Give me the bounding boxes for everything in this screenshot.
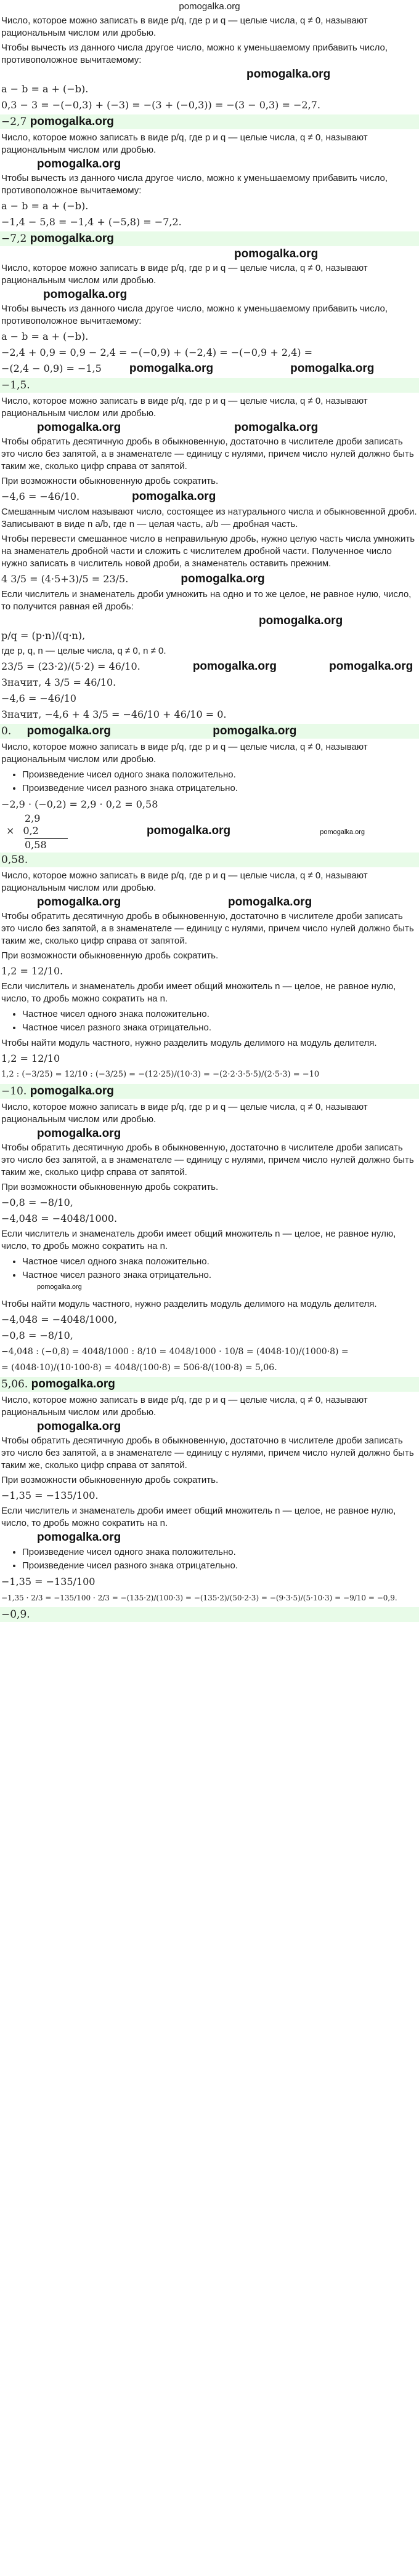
product-sign-rules (0, 1546, 419, 1573)
watermark: pomogalka.org (31, 1378, 115, 1390)
solution-content (0, 14, 419, 1623)
fraction-property: Если числитель и знаменатель дроби умножить на одно и то же целое, не равное нулю, число, то получится равная ей дробь: (1, 589, 412, 612)
division-rule: Чтобы найти модуль частного, нужно разделить модуль делимого на модуль делителя. (1, 1299, 377, 1309)
column-value: 2,9 (25, 813, 41, 824)
watermark: pomogalka.org (234, 247, 319, 260)
watermark: pomogalka.org (259, 614, 343, 627)
mixed-to-improper-rule: Чтобы перевести смешанное число в неправильную дробь, нужно целую часть числа умножить на знаменатель дробной части и сложить с числителем дробной части. Полученное число нужно записать в числитель новой дроби, а знаменатель оставить прежним. (1, 534, 415, 569)
answer-1 (0, 114, 419, 129)
watermark: pomogalka.org (320, 829, 365, 836)
watermark: pomogalka.org (37, 1283, 82, 1291)
column-row-3 (25, 839, 419, 851)
rational-definition: Число, которое можно записать в виде p/q, где p и q — целые числа, q ≠ 0, называют рациональным числом или дробью. (1, 870, 368, 893)
watermark: pomogalka.org (37, 1127, 121, 1140)
simplify-note: При возможности обыкновенную дробь сократить. (1, 1182, 219, 1192)
equation-15: −0,8 = −8/10, (1, 1197, 73, 1208)
equation-text: 4 3/5 = (4·5+3)/5 = 23/5. (1, 573, 129, 585)
subtract-formula: a − b = a + (−b). (1, 200, 89, 212)
column-row-1 (25, 813, 419, 825)
rational-definition: Число, которое можно записать в виде p/q, где p и q — целые числа, q ≠ 0, называют рациональным числом или дробью. (1, 15, 368, 38)
watermark: pomogalka.org (192, 660, 277, 673)
equation-text: −4,6 = −46/10. (1, 491, 80, 502)
answer-value: 0. (1, 725, 12, 737)
equation-19: −4,048 : (−0,8) = 4048/1000 : 8/10 = 4048/1000 · 10/8 = (4048·10)/(1000·8) = (1, 1347, 349, 1357)
quotient-sign-rules (0, 1255, 419, 1282)
division-rule: Чтобы найти модуль частного, нужно разделить модуль делимого на модуль делителя. (1, 1038, 377, 1048)
equation-12: 1,2 = 12/10. (1, 965, 63, 977)
decimal-to-fraction-rule: Чтобы обратить десятичную дробь в обыкновенную, достаточно в числителе дроби записать это число без запятой, а в знаменателе — единицу с нулями, причем число нулей должно быть таким же, сколько цифр справа от запятой. (1, 1142, 414, 1178)
equation-13: 1,2 = 12/10 (1, 1053, 60, 1064)
subtract-rule: Чтобы вычесть из данного числа другое число, можно к уменьшаемому прибавить число, противоположное вычитаемому: (1, 42, 388, 65)
watermark: pomogalka.org (37, 896, 121, 909)
answer-value: −2,7 (1, 116, 27, 128)
mixed-number-definition: Смешанным числом называют число, состоящее из натурального числа и обыкновенной дроби. Записывают в виде n a/b, где n — целая часть, a/b — дробная часть. (1, 507, 417, 529)
site-brand[interactable]: pomogalka.org (179, 1, 240, 12)
simplify-note: При возможности обыкновенную дробь сократить. (1, 950, 219, 961)
equation-18: −0,8 = −8/10, (1, 1330, 73, 1341)
watermark: pomogalka.org (30, 232, 114, 245)
equation-7 (0, 659, 419, 675)
equation-23: −1,35 · 2/3 = −135/100 · 2/3 = −(135·2)/(100·3) = −(135·2)/(50·2·3) = −(9·3·5)/(5·10·3) = −9/10 = −0,9. (1, 1594, 397, 1602)
watermark: pomogalka.org (37, 158, 121, 171)
watermark: pomogalka.org (37, 1420, 121, 1433)
watermark: pomogalka.org (234, 421, 319, 434)
answer-value: 5,06. (1, 1378, 28, 1390)
quotient-sign-rules (0, 1008, 419, 1035)
answer-6 (0, 1084, 419, 1099)
equation-17: −4,048 = −4048/1000, (1, 1314, 118, 1325)
answer-2 (0, 231, 419, 246)
product-diff-sign: • Произведение чисел разного знака отрицательно. (22, 1559, 419, 1573)
watermark: pomogalka.org (329, 660, 413, 673)
equation-3a: −2,4 + 0,9 = 0,9 − 2,4 = −(−0,9) + (−2,4) = −(−0,9 + 2,4) = (1, 347, 312, 358)
watermark: pomogalka.org (129, 362, 214, 375)
subtract-rule: Чтобы вычесть из данного числа другое число, можно к уменьшаемому прибавить число, противоположное вычитаемому: (1, 173, 388, 196)
column-value: 0,58 (25, 839, 47, 851)
equation-21: −1,35 = −135/100. (1, 1490, 99, 1501)
answer-5: 0,58. (0, 853, 419, 867)
product-sign-rules (0, 768, 419, 795)
times-sign: × (6, 825, 15, 837)
equation-text: −(2,4 − 0,9) = −1,5 (1, 363, 102, 374)
rational-definition: Число, которое можно записать в виде p/q, где p и q — целые числа, q ≠ 0, называют рациональным числом или дробью. (1, 132, 368, 155)
answer-3: −1,5. (0, 378, 419, 393)
equation-3b (0, 361, 419, 377)
so-label: Значит, (1, 676, 42, 688)
quotient-same-sign: • Частное чисел одного знака положительно. (22, 1255, 419, 1269)
watermark: pomogalka.org (30, 1085, 114, 1097)
watermark: pomogalka.org (246, 68, 331, 81)
watermark: pomogalka.org (290, 362, 375, 375)
equation-text: 4 3/5 = 46/10. (44, 676, 116, 688)
where-pqn: где p, q, n — целые числа, q ≠ 0, n ≠ 0. (1, 646, 166, 656)
watermark: pomogalka.org (228, 896, 312, 909)
quotient-diff-sign: • Частное чисел разного знака отрицательно. (22, 1021, 419, 1035)
quotient-same-sign: • Частное чисел одного знака положительно. (22, 1008, 419, 1021)
simplify-note: При возможности обыкновенную дробь сократить. (1, 1475, 219, 1485)
column-row-2 (6, 824, 419, 838)
equation-14: 1,2 : (−3/25) = 12/10 : (−3/25) = −(12·25)/(10·3) = −(2·2·3·5·5)/(2·5·3) = −10 (1, 1070, 320, 1079)
watermark: pomogalka.org (213, 724, 297, 737)
equation-9: −4,6 = −46/10 (1, 692, 76, 704)
watermark: pomogalka.org (43, 288, 128, 301)
watermark: pomogalka.org (181, 572, 265, 585)
quotient-diff-sign: • Частное чисел разного знака отрицательно. (22, 1269, 419, 1282)
common-factor-rule: Если числитель и знаменатель дроби имеет общий множитель n — целое, не равное нулю, число, то дробь можно сократить на n. (1, 1506, 396, 1528)
equation-20: = (4048·10)/(10·100·8) = 4048/(100·8) = 506·8/(100·8) = 5,06. (1, 1363, 277, 1373)
equation-8 (0, 675, 419, 691)
rational-definition: Число, которое можно записать в виде p/q, где p и q — целые числа, q ≠ 0, называют рациональным числом или дробью. (1, 396, 368, 419)
watermark: pomogalka.org (37, 421, 121, 434)
simplify-note: При возможности обыкновенную дробь сократить. (1, 476, 219, 486)
watermark: pomogalka.org (30, 115, 114, 128)
equation-4 (0, 489, 419, 505)
column-value: 0,2 (23, 825, 39, 837)
watermark: pomogalka.org (132, 490, 216, 503)
equation-6: p/q = (p·n)/(q·n), (1, 630, 86, 641)
equation-22: −1,35 = −135/100 (1, 1576, 96, 1587)
equation-2: −1,4 − 5,8 = −1,4 + (−5,8) = −7,2. (1, 216, 182, 228)
watermark: pomogalka.org (146, 824, 231, 837)
equation-1: 0,3 − 3 = −(−0,3) + (−3) = −(3 + (−0,3)) = −(3 − 0,3) = −2,7. (1, 99, 320, 111)
answer-8: −0,9. (0, 1607, 419, 1622)
equation-11: −2,9 · (−0,2) = 2,9 · 0,2 = 0,58 (1, 798, 158, 810)
decimal-to-fraction-rule: Чтобы обратить десятичную дробь в обыкновенную, достаточно в числителе дроби записать это число без запятой, а в знаменателе — единицу с нулями, причем число нулей должно быть таким же, сколько цифр справа от запятой. (1, 436, 414, 471)
equation-16: −4,048 = −4048/1000. (1, 1213, 118, 1224)
watermark: pomogalka.org (37, 1531, 121, 1544)
product-diff-sign: • Произведение чисел разного знака отрицательно. (22, 782, 419, 795)
rational-definition: Число, которое можно записать в виде p/q, где p и q — целые числа, q ≠ 0, называют рациональным числом или дробью. (1, 1395, 368, 1418)
equation-5 (0, 571, 419, 587)
rational-definition: Число, которое можно записать в виде p/q, где p и q — целые числа, q ≠ 0, называют рациональным числом или дробью. (1, 263, 368, 286)
product-same-sign: • Произведение чисел одного знака положительно. (22, 768, 419, 782)
subtract-rule: Чтобы вычесть из данного числа другое число, можно к уменьшаемому прибавить число, противоположное вычитаемому: (1, 303, 388, 326)
answer-7 (0, 1377, 419, 1392)
rational-definition: Число, которое можно записать в виде p/q, где p и q — целые числа, q ≠ 0, называют рациональным числом или дробью. (1, 742, 368, 764)
equation-text: 23/5 = (23·2)/(5·2) = 46/10. (1, 660, 140, 672)
common-factor-rule: Если числитель и знаменатель дроби имеет общий множитель n — целое, не равное нулю, число, то дробь можно сократить на n. (1, 981, 396, 1004)
watermark: pomogalka.org (26, 724, 111, 737)
equation-10: Значит, −4,6 + 4 3/5 = −46/10 + 46/10 = 0. (1, 708, 227, 720)
rational-definition: Число, которое можно записать в виде p/q, где p и q — целые числа, q ≠ 0, называют рациональным числом или дробью. (1, 1102, 368, 1125)
answer-value: −7,2 (1, 233, 27, 245)
subtract-formula: a − b = a + (−b). (1, 331, 89, 342)
decimal-to-fraction-rule: Чтобы обратить десятичную дробь в обыкновенную, достаточно в числителе дроби записать это число без запятой, а в знаменателе — единицу с нулями, причем число нулей должно быть таким же, сколько цифр справа от запятой. (1, 1435, 414, 1471)
subtract-formula: a − b = a + (−b). (1, 83, 89, 95)
product-same-sign: • Произведение чисел одного знака положительно. (22, 1546, 419, 1559)
decimal-to-fraction-rule: Чтобы обратить десятичную дробь в обыкновенную, достаточно в числителе дроби записать это число без запятой, а в знаменателе — единицу с нулями, причем число нулей должно быть таким же, сколько цифр справа от запятой. (1, 911, 414, 946)
common-factor-rule: Если числитель и знаменатель дроби имеет общий множитель n — целое, не равное нулю, число, то дробь можно сократить на n. (1, 1229, 396, 1251)
answer-4 (0, 724, 419, 739)
answer-value: −10. (1, 1085, 27, 1097)
column-multiplication (0, 813, 419, 851)
